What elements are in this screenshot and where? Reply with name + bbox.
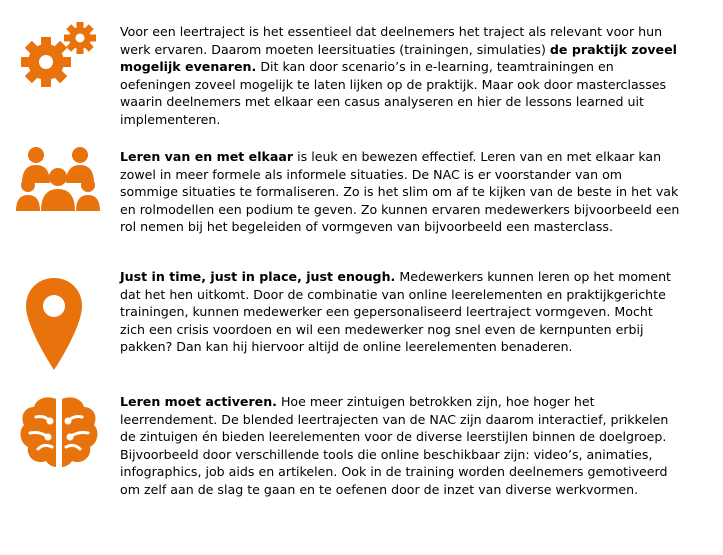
bold-phrase: Leren moet activeren.	[120, 394, 277, 409]
text-run: Hoe meer zintuigen betrokken zijn, hoe hoger het leerrendement. De blended leertrajecten van de NAC zijn daarom interactief, prikkelen de zintuigen én bieden leerelementen voor de diverse leerstijlen binnen de doelgroep. Bijvoorbeeld door verschillende tools die online beschikbaar zijn: video’s, animaties, infographics, job aids en artikelen. Ook in de training worden deelnemers gemotiveerd om zelf aan de slag te gaan en te oefenen door de inzet van diverse werkvormen.	[120, 394, 669, 497]
bold-phrase: Leren van en met elkaar	[120, 149, 294, 164]
section-text	[120, 148, 680, 236]
text-run: Voor een leertraject is het essentieel dat deelnemers het traject als relevant voor hun werk ervaren. Daarom moeten leersituaties (trainingen, simulaties)	[120, 24, 663, 57]
section-text	[120, 393, 680, 499]
brain-icon	[16, 393, 104, 473]
people-group-icon	[14, 143, 104, 213]
text-run: Medewerkers kunnen leren op het moment dat het hen uitkomt. Door de combinatie van online leerelementen en praktijkgerichte trainingen, kunnen medewerker een gepersonaliseerd leertraject vormgeven. Mocht zich een crisis voordoen en wil een medewerker nog snel even de kernpunten erbij pakken? Dan kan hij hiervoor altijd de online leerelementen benaderen.	[120, 269, 671, 355]
gears-icon	[14, 18, 104, 88]
section-text	[120, 268, 680, 356]
text-run: is leuk en bewezen effectief. Leren van en met elkaar kan zowel in meer formele als informele situaties. De NAC is er voorstander van om sommige situaties te formaliseren. Zo is het slim om af te kijken van de beste in het vak en rolmodellen een podium te geven. Zo kunnen ervaren medewerkers bijvoorbeeld een rol nemen bij het begeleiden of vormgeven van bijvoorbeeld een masterclass.	[120, 149, 680, 235]
bold-phrase: de praktijk zoveel mogelijk evenaren.	[120, 41, 677, 75]
bold-phrase: Just in time, just in place, just enough.	[120, 269, 396, 284]
text-run: Dit kan door scenario’s in e-learning, teamtrainingen en oefeningen zoveel mogelijk te laten lijken op de praktijk. Maar ook door masterclasses waarin deelnemers met elkaar een casus analyseren en hier de lessons learned uit implementeren.	[120, 59, 667, 127]
map-pin-icon	[24, 276, 84, 372]
section-text	[120, 23, 680, 129]
